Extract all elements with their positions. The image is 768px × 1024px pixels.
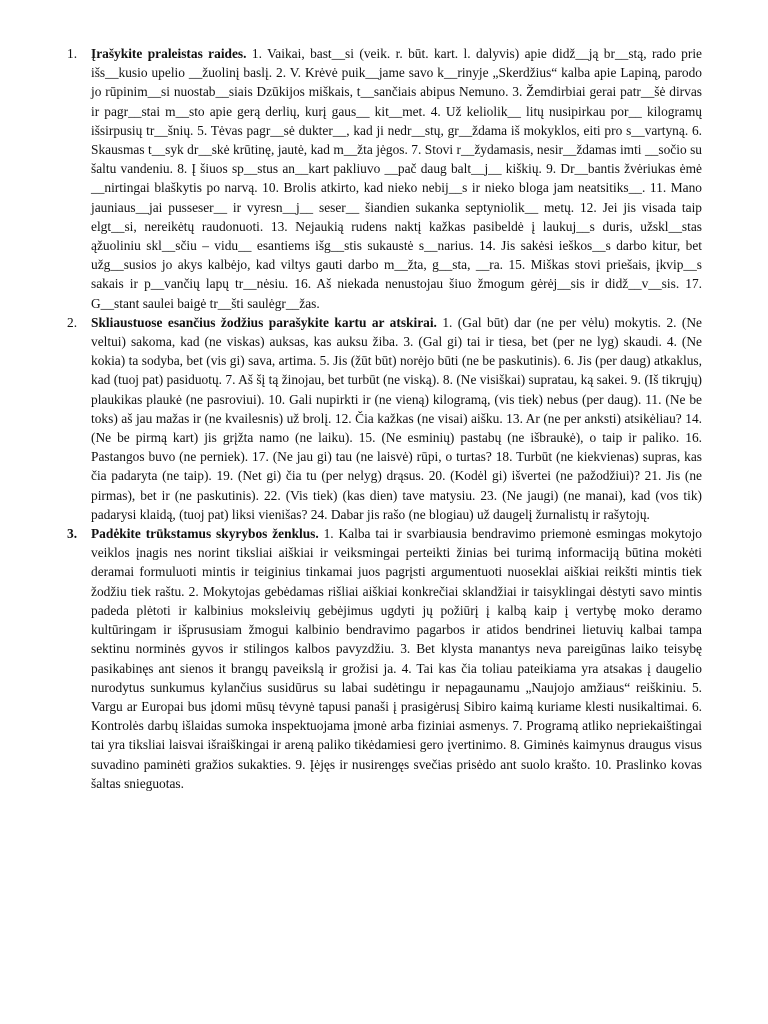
exercise-2-title: Skliaustuose esančius žodžius parašykite kartu ar atskirai. [91, 314, 443, 330]
exercise-2-number: 2. [67, 314, 78, 330]
exercise-3-number: 3. [67, 526, 78, 542]
exercise-3 [67, 524, 702, 793]
exercise-1-title: Įrašykite praleistas raides. [91, 46, 252, 61]
exercise-3-text: 1. Kalba tai ir svarbiausia bendravimo priemonė esmingas mokytojo veiklos įnagis nes norint tiksliai aiškiai ir veiksmingai perteikti žinias bei turimą informaciją būtina mokėti deramai formuluoti mintis ir teiginius tinkamai juos pagrįsti argumentuoti nuoseklai aiškiai reikšti mintis tiek žodžiu tiek raštu. 2. Mokytojas gebėdamas rišliai aiškiai konkrečiai sklandžiai ir taisyklingai dėstyti savo mintis padeda plėtoti ir kalbinius moksleivių gebėjimus ugdyti jų požiūrį į kalbą kaip į vertybę moko deramo kultūringam ir išprususiam žmogui kalbinio bendravimo pagarbos ir atidos bendrinei lietuvių kalbai tampa sektinu norminės gyvos ir stilingos kalbos pavyzdžiu. 3. Bet klysta manantys neva pareigūnas laiko teisybę pasikabinęs ant sienos it brangų paveikslą ir grožisi ja. 4. Tai kas čia toliau pateikiama yra atsakas į daugelio nurodytus sunkumus kylančius susidūrus su labai sudėtingu ir nepagaunamu „Naujojo amžiaus“ reiškiniu. 5. Vargu ar Europai bus įdomi mūsų tėvynė tapusi panaši į prasigėrusį Sibiro kaimą kuriame klesti nusikaltimai. 6. Kontrolės darbų išlaidas sumoka inspektuojama įmonė arba fiziniai asmenys. 7. Programą atliko nepriekaištingai tai yra tiksliai laisvai išraiškingai ir areną paliko tikėdamiesi gero įvertinimo. 8. Giminės kaimynus draugus visus suvadino paminėti gražios sukakties. 9. Įėjęs ir nusirengęs svečias prisėdo ant suolo krašto. 10. Praslinko kovas šaltas snieguotas. [91, 526, 702, 791]
exercise-1 [67, 44, 702, 313]
exercise-1-number: 1. [67, 46, 78, 61]
exercise-2-text: 1. (Gal būt) dar (ne per vėlu) mokytis. 2. (Ne veltui) sakoma, kad (ne viskas) auksas, kas auksu žiba. 3. (Gal gi) tai ir tiesa, bet (per ne lyg) skaudi. 4. (Ne kokia) ta sodyba, bet (vis gi) sava, artima. 5. Jis (žūt būt) norėjo būti (ne be paskutinis). 6. Jis (per daug) atkaklus, kad (tuoj pat) pasiduotų. 7. Aš šį tą žinojau, bet turbūt (ne viską). 8. (Ne visiškai) supratau, ką sakei. 9. (Iš tikrųjų) plaukikas plaukė (ne pasroviui). 10. Gali nupirkti ir (ne vieną) kilogramą, (vis tiek) nebus (per daug). 11. (Ne be toks) aš jau mažas ir (ne kvailesnis) už brolį. 12. Čia kažkas (ne visai) aišku. 13. Ar (ne per anksti) atsikėliau? 14. (Ne be pirmą kart) jis grįžta namo (ne laiku). 15. (Ne esminių) pastabų (ne išbraukė), o taip ir paliko. 16. Pastangos buvo (ne perniek). 17. (Ne jau gi) tau (ne laisvė) rūpi, o turtas? 18. Turbūt (ne kiekvienas) supras, kas čia padaryta (ne taip). 19. (Net gi) čia tu (per nelyg) drąsus. 20. (Kodėl gi) išvertei (ne pažodžiui)? 21. Jis (ne pirmas), bet ir (ne paskutinis). 22. (Vis tiek) (kas dien) tave matysiu. 23. (Ne jaugi) (ne manai), kad (vos tik) padarysi klaidą, (tuoj pat) liksi vienišas? 24. Dabar jis rašo (ne blogiau) už daugelį žurnalistų ir rašytojų. [91, 314, 702, 522]
exercise-list [67, 44, 702, 793]
exercise-3-title: Padėkite trūkstamus skyrybos ženklus. [91, 526, 324, 542]
exercise-2 [67, 313, 702, 524]
exercise-1-text: 1. Vaikai, bast__si (veik. r. būt. kart. l. dalyvis) apie didž__ją br__stą, rado prie išs__kusio upelio __žuolinį baslį. 2. V. Krėvė puik__jame savo k__rinyje „Skerdžius“ kalba apie Lapiną, parodo jo rūpinim__si nuostab__siais Dzūkijos miškais, t__sančiais abipus Nemuno. 3. Žemdirbiai gerai patr__šė dirvas ir pagr__stai m__sto apie gerą derlių, kurį gaus__ kit__met. 4. Už keliolik__ litų nusipirkau por__ kilogramų išsirpusių tr__šnių. 5. Tėvas pagr__sė dukter__, kad ji nedr__stų, gr__ždama iš mokyklos, eiti pro s__vartyną. 6. Skausmas t__syk dr__skė krūtinę, jautė, kad m__žta jėgos. 7. Stovi r__žydamasis, nesir__ždamas imti __sočio su šaltu vandeniu. 8. Į šiuos sp__stus an__kart pakliuvo __pač daug balt__j__ kiškių. 9. Dr__bantis žvėriukas ėmė __nirtingai blaškytis po narvą. 10. Brolis atkirto, kad nieko nebij__s ir nieko bloga jam neatsitiks__. 11. Mano jauniaus__jai pusseser__ ir vyresn__j__ seser__ šiandien sukanka septyniolik__ metų. 12. Jei jis visada taip elgt__si, nereikėtų raudonuoti. 13. Nejaukią rudens naktį kažkas pasibeldė į laukuj__s duris, užskl__stas ąžuoliniu skl__sčiu – vidu__ esantiems išg__stis sukaustė s__narius. 14. Jis sakėsi ieškos__s darbo kitur, bet užg__susios jo akys kalbėjo, kad viltys gauti darbo m__žta, g__sta, __ra. 15. Miškas stovi priešais, įkvip__s sakais ir p__vančių lapų tr__nėsiu. 16. Aš niekada nenustojau šiuo žmogum gėrėj__sis ir didž__v__sis. 17. G__stant saulei baigė tr__šti saulėgr__žas. [91, 46, 702, 311]
